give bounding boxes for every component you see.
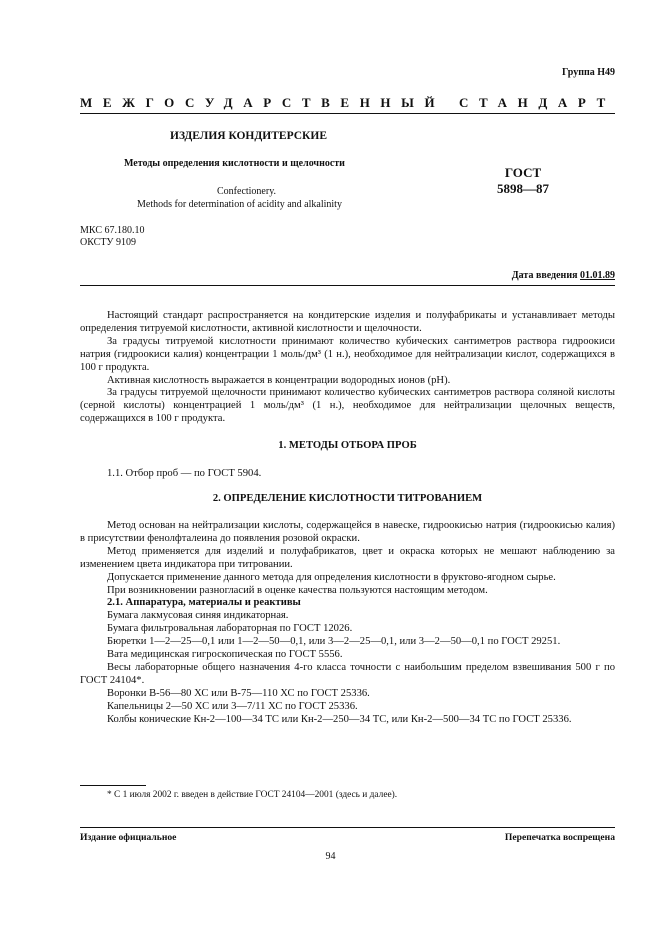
okstu-code: ОКСТУ 9109	[80, 237, 137, 248]
group-code: Группа Н49	[562, 67, 615, 78]
section1-text	[80, 468, 615, 481]
gost-designation	[493, 165, 553, 197]
introduction-date	[512, 270, 615, 281]
section2-heading: 2. ОПРЕДЕЛЕНИЕ КИСЛОТНОСТИ ТИТРОВАНИЕМ	[212, 493, 483, 504]
intro-paragraph: За градусы титруемой кислотности принимают количество кубических сантиметров раствора гидроокиси натрия (гидроокиси калия) концентрации 1 моль/дм³ (1 н.), необходимое для нейтрализации кислот, содержащихся в 100 г продукта.	[80, 335, 615, 373]
page-number: 94	[325, 851, 336, 862]
section1-heading: 1. МЕТОДЫ ОТБОРА ПРОБ	[278, 440, 417, 451]
banner-rule	[80, 113, 615, 114]
footer-rule	[80, 827, 615, 828]
intro-paragraph: За градусы титруемой щелочности принимают количество кубических сантиметров раствора соляной кислоты (серной кислоты) концентрацией 1 моль/дм³ (1 н.), необходимое для нейтрализации щелочных веществ, содержащихся в 100 г продукта.	[80, 387, 615, 425]
section2-subheading: 2.1. Аппаратура, материалы и реактивы	[107, 597, 301, 609]
gost-label: ГОСТ	[504, 165, 542, 180]
gost-number: 5898—87	[497, 181, 549, 196]
equipment-item: Бумага лакмусовая синяя индикаторная.	[107, 610, 289, 622]
section2-paragraph: При возникновении разногласий в оценке качества пользуются настоящим методом.	[107, 584, 488, 596]
footnote-rule	[80, 785, 146, 786]
english-title: Confectionery.	[217, 186, 277, 197]
section2-paragraph: Метод применяется для изделий и полуфабрикатов, цвет и окраска которых не мешают наблюдению за изменением цвета индикатора при титровании.	[80, 545, 615, 570]
equipment-item: Вата медицинская гигроскопическая по ГОСТ 5556.	[107, 649, 343, 661]
intro-paragraph: Настоящий стандарт распространяется на кондитерские изделия и полуфабрикаты и устанавливает методы определения титруемой кислотности, активной кислотности и щелочности.	[80, 310, 615, 334]
intro-text	[80, 310, 615, 426]
section1-paragraph: 1.1. Отбор проб — по ГОСТ 5904.	[107, 468, 262, 479]
document-title: ИЗДЕЛИЯ КОНДИТЕРСКИЕ	[170, 130, 328, 142]
english-subtitle: Methods for determination of acidity and alkalinity	[137, 199, 342, 210]
equipment-item: Бумага фильтровальная лабораторная по ГОСТ 12026.	[107, 623, 353, 635]
section2-text	[80, 520, 615, 727]
document-subtitle: Методы определения кислотности и щелочности	[124, 158, 345, 169]
equipment-item: Капельницы 2—50 ХС или 3—7/11 ХС по ГОСТ 25336.	[107, 700, 358, 712]
section2-paragraph: Допускается применение данного метода для определения кислотности в фруктово-ягодном сырье.	[107, 571, 556, 583]
date-label: Дата введения	[511, 270, 578, 281]
reprint-prohibited: Перепечатка воспрещена	[504, 832, 615, 843]
standard-banner: МЕЖГОСУДАРСТВЕННЫЙ СТАНДАРТ	[80, 95, 616, 110]
equipment-item: Весы лабораторные общего назначения 4-го класса точности с наибольшим пределом взвешивания 500 г по ГОСТ 24104*.	[80, 661, 615, 686]
footnote: * С 1 июля 2002 г. введен в действие ГОСТ 24104—2001 (здесь и далее).	[107, 790, 398, 800]
mks-code: МКС 67.180.10	[80, 225, 145, 236]
equipment-item: Колбы конические Кн-2—100—34 ТС или Кн-2—250—34 ТС, или Кн-2—500—34 ТС по ГОСТ 25336.	[107, 713, 572, 725]
equipment-item: Бюретки 1—2—25—0,1 или 1—2—50—0,1, или 3—2—25—0,1, или 3—2—50—0,1 по ГОСТ 29251.	[107, 636, 561, 648]
intro-paragraph: Активная кислотность выражается в концентрации водородных ионов (pH).	[107, 374, 451, 386]
official-edition: Издание официальное	[80, 832, 177, 843]
section2-paragraph: Метод основан на нейтрализации кислоты, содержащейся в навеске, гидроокисью натрия (гидроокисью калия) в присутствии фенолфталеина до появления розовой окраски.	[80, 520, 615, 544]
classification-codes	[80, 225, 144, 249]
date-rule	[80, 285, 615, 286]
equipment-item: Воронки В-56—80 ХС или В-75—110 ХС по ГОСТ 25336.	[107, 687, 370, 699]
date-value: 01.01.89	[580, 270, 615, 281]
